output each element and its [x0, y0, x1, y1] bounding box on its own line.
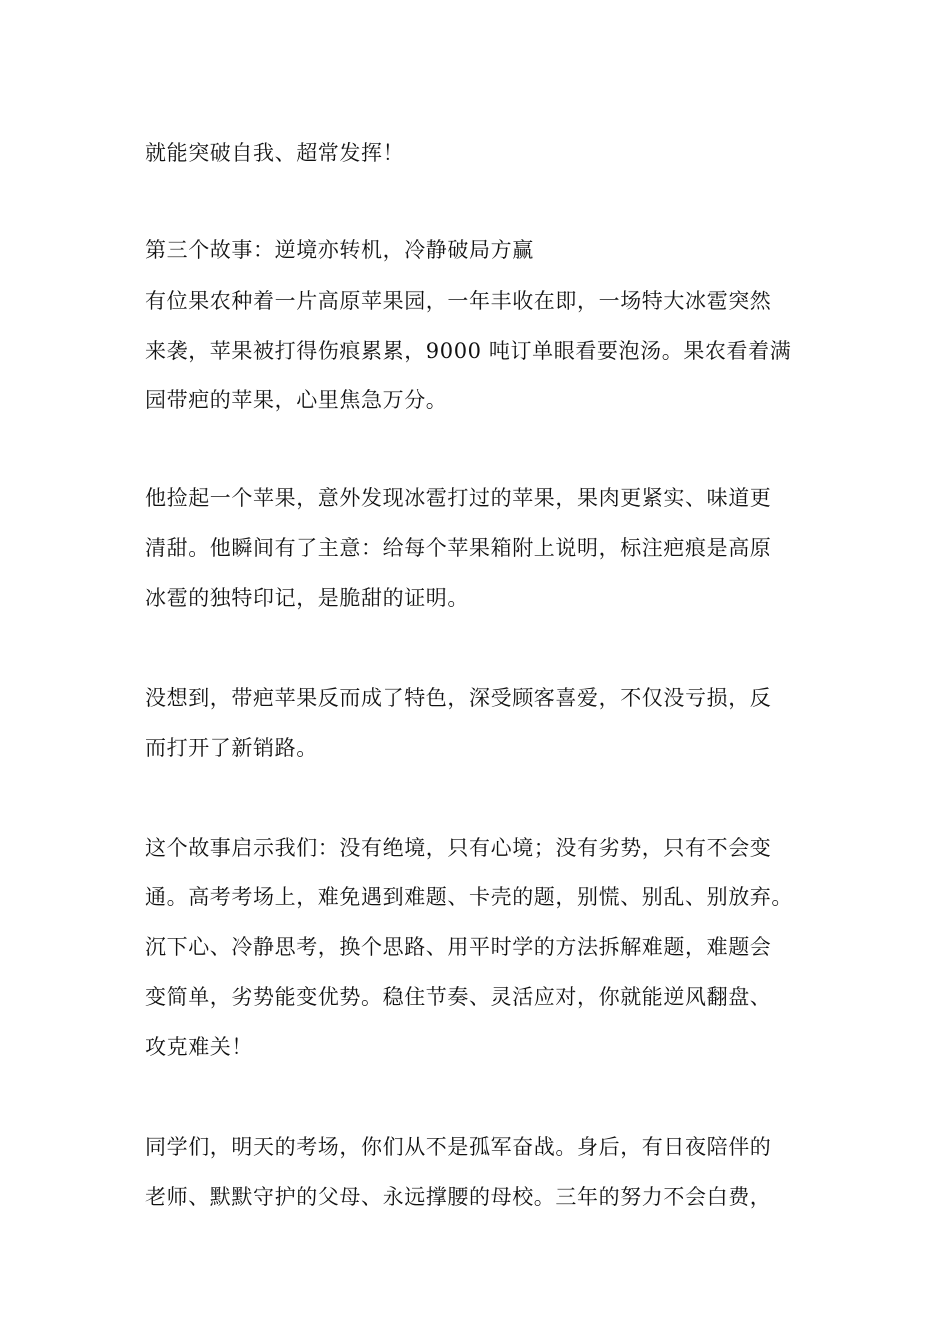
text-line: 他捡起一个苹果，意外发现冰雹打过的苹果，果肉更紧实、味道更 [145, 486, 772, 510]
text-line: 这个故事启示我们：没有绝境，只有心境；没有劣势，只有不会变 [145, 836, 772, 860]
text-line: 清甜。他瞬间有了主意：给每个苹果箱附上说明，标注疤痕是高原 [145, 536, 772, 560]
text-line: 攻克难关！ [145, 1035, 253, 1059]
text-line: 没想到，带疤苹果反而成了特色，深受顾客喜爱，不仅没亏损，反 [145, 686, 772, 710]
text-line: 就能突破自我、超常发挥！ [145, 141, 405, 165]
text-line: 园带疤的苹果，心里焦急万分。 [145, 388, 448, 412]
text-line: 老师、默默守护的父母、永远撑腰的母校。三年的努力不会白费， [145, 1185, 772, 1209]
section-heading: 第三个故事：逆境亦转机，冷静破局方赢 [145, 238, 534, 262]
text-line: 而打开了新销路。 [145, 736, 318, 760]
text-line: 有位果农种着一片高原苹果园，一年丰收在即，一场特大冰雹突然 [145, 289, 772, 313]
text-line: 通。高考考场上，难免遇到难题、卡壳的题，别慌、别乱、别放弃。 [145, 885, 793, 909]
text-line: 同学们，明天的考场，你们从不是孤军奋战。身后，有日夜陪伴的 [145, 1135, 772, 1159]
text-line: 沉下心、冷静思考，换个思路、用平时学的方法拆解难题，难题会 [145, 935, 772, 959]
text-line: 变简单，劣势能变优势。稳住节奏、灵活应对，你就能逆风翻盘、 [145, 985, 772, 1009]
text-line: 冰雹的独特印记，是脆甜的证明。 [145, 586, 469, 610]
text-line: 来袭，苹果被打得伤痕累累，9000 吨订单眼看要泡汤。果农看着满 [145, 339, 792, 363]
